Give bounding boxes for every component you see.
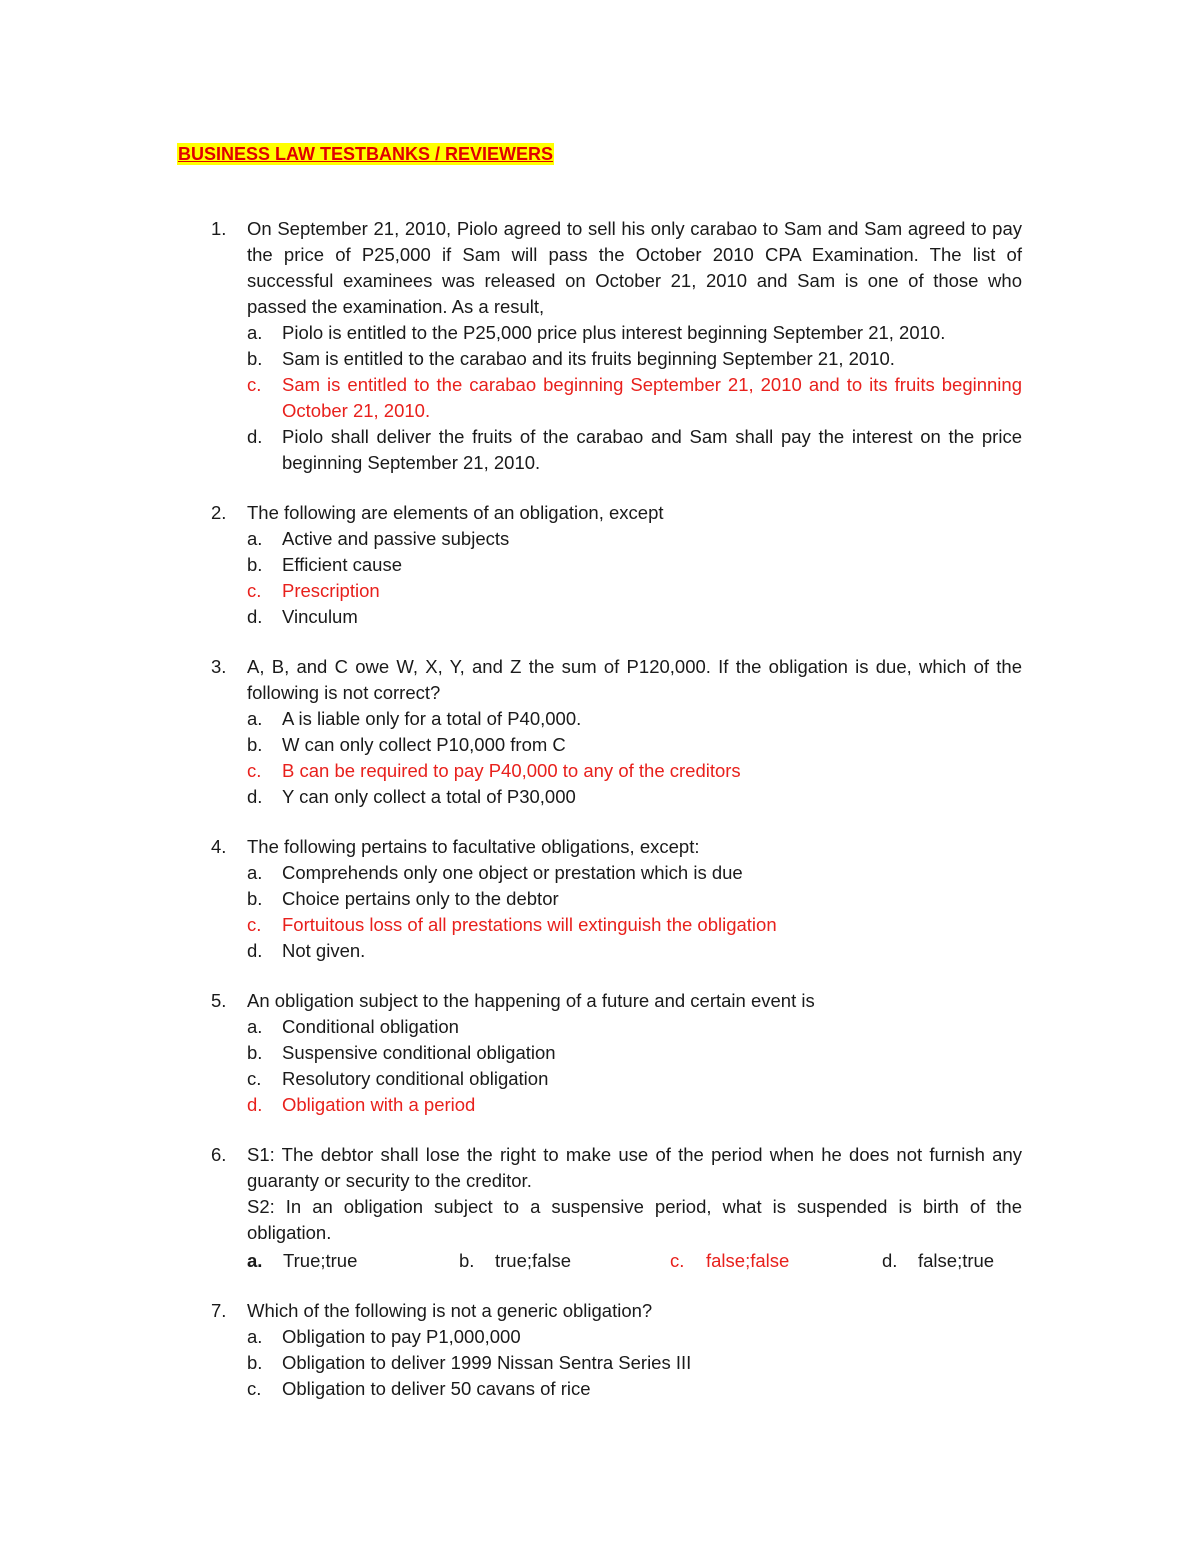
option-letter: c.: [247, 760, 262, 781]
option-text: Obligation with a period: [282, 1094, 476, 1115]
option-text: A is liable only for a total of P40,000.: [282, 708, 582, 729]
option-text: Y can only collect a total of P30,000: [282, 786, 576, 807]
option-letter: a.: [247, 708, 263, 729]
option-a: [0, 860, 1200, 886]
option-text: Obligation to deliver 1999 Nissan Sentra Series III: [282, 1352, 692, 1373]
option-letter: d.: [247, 940, 263, 961]
option-text: true;false: [495, 1250, 572, 1271]
option-a: [0, 1324, 1200, 1350]
option-b: [459, 1248, 571, 1274]
option-a: [0, 526, 1200, 552]
option-list: [0, 706, 1200, 810]
option-c-correct-answer: [0, 912, 1200, 938]
option-letter: a.: [247, 528, 263, 549]
question-5: [0, 988, 1200, 1118]
option-c-correct-answer: [0, 758, 1200, 784]
statement-s2: S2: In an obligation subject to a suspensive period, what is suspended is birth of the obligation.: [247, 1196, 1022, 1243]
question-number: 4.: [211, 836, 227, 857]
option-text: Efficient cause: [282, 554, 402, 575]
option-letter: a.: [247, 1250, 263, 1271]
option-letter: c.: [247, 374, 262, 395]
page-title: BUSINESS LAW TESTBANKS / REVIEWERS: [178, 144, 554, 164]
option-text: Sam is entitled to the carabao beginning September 21, 2010 and to its fruits beginning October 21, 2010.: [282, 374, 1022, 421]
option-text: Piolo is entitled to the P25,000 price plus interest beginning September 21, 2010.: [282, 322, 946, 343]
option-c: [0, 1376, 1200, 1402]
option-text: Obligation to pay P1,000,000: [282, 1326, 521, 1347]
option-list: [0, 1014, 1200, 1118]
option-d: [882, 1248, 994, 1274]
option-text: Conditional obligation: [282, 1016, 459, 1037]
option-letter: a.: [247, 1016, 263, 1037]
option-text: false;false: [706, 1250, 790, 1271]
option-letter: a.: [247, 1326, 263, 1347]
option-b: [0, 732, 1200, 758]
option-text: Fortuitous loss of all prestations will extinguish the obligation: [282, 914, 777, 935]
option-c-correct-answer: [0, 372, 1200, 424]
option-text: W can only collect P10,000 from C: [282, 734, 566, 755]
question-3: [0, 654, 1200, 810]
option-d: [0, 938, 1200, 964]
question-number: 5.: [211, 990, 227, 1011]
option-letter: b.: [247, 734, 263, 755]
option-text: Obligation to deliver 50 cavans of rice: [282, 1378, 591, 1399]
option-letter: b.: [247, 1042, 263, 1063]
option-d: [0, 424, 1200, 476]
option-text: Choice pertains only to the debtor: [282, 888, 559, 909]
question-number: 2.: [211, 502, 227, 523]
question-1: [0, 216, 1200, 476]
option-letter: d.: [247, 426, 263, 447]
question-text: On September 21, 2010, Piolo agreed to sell his only carabao to Sam and Sam agreed to pay the price of P25,000 if Sam will pass the October 2010 CPA Examination. The list of successful examinees was released on October 21, 2010 and Sam is one of those who passed the examination. As a result,: [247, 218, 1022, 317]
option-letter: b.: [247, 1352, 263, 1373]
option-b: [0, 346, 1200, 372]
option-letter: a.: [247, 322, 263, 343]
question-6: [0, 1142, 1200, 1274]
question-text: A, B, and C owe W, X, Y, and Z the sum of P120,000. If the obligation is due, which of the following is not correct?: [247, 656, 1022, 703]
option-letter: d.: [247, 786, 263, 807]
option-letter: c.: [247, 914, 262, 935]
option-text: Piolo shall deliver the fruits of the carabao and Sam shall pay the interest on the price beginning September 21, 2010.: [282, 426, 1022, 473]
option-d-correct-answer: [0, 1092, 1200, 1118]
option-letter: d.: [247, 606, 263, 627]
question-text: Which of the following is not a generic obligation?: [247, 1300, 653, 1321]
option-text: Sam is entitled to the carabao and its fruits beginning September 21, 2010.: [282, 348, 895, 369]
question-list: [0, 216, 1200, 1426]
option-d: [0, 604, 1200, 630]
option-list: [0, 1324, 1200, 1402]
option-letter: c.: [247, 580, 262, 601]
option-list: [0, 526, 1200, 630]
option-a: [0, 1014, 1200, 1040]
option-letter: d.: [882, 1250, 898, 1271]
option-b: [0, 552, 1200, 578]
option-letter: b.: [247, 348, 263, 369]
option-b: [0, 1040, 1200, 1066]
option-text: false;true: [918, 1250, 995, 1271]
question-number: 6.: [211, 1144, 227, 1165]
question-text: The following are elements of an obligation, except: [247, 502, 664, 523]
option-d: [0, 784, 1200, 810]
option-text: Suspensive conditional obligation: [282, 1042, 556, 1063]
question-number: 3.: [211, 656, 227, 677]
option-letter: b.: [247, 554, 263, 575]
option-a: [247, 1248, 357, 1274]
option-letter: c.: [247, 1378, 262, 1399]
option-list: [0, 320, 1200, 476]
option-text: True;true: [283, 1250, 358, 1271]
option-c: [0, 1066, 1200, 1092]
option-b: [0, 1350, 1200, 1376]
option-letter: d.: [247, 1094, 263, 1115]
question-7: [0, 1298, 1200, 1402]
question-text: An obligation subject to the happening of a future and certain event is: [247, 990, 815, 1011]
question-number: 1.: [211, 218, 227, 239]
option-text: Vinculum: [282, 606, 358, 627]
option-letter: a.: [247, 862, 263, 883]
option-b: [0, 886, 1200, 912]
question-4: [0, 834, 1200, 964]
option-letter: b.: [247, 888, 263, 909]
option-c-correct-answer: [670, 1248, 789, 1274]
question-text: The following pertains to facultative obligations, except:: [247, 836, 700, 857]
option-letter: c.: [247, 1068, 262, 1089]
option-text: Not given.: [282, 940, 366, 961]
option-a: [0, 320, 1200, 346]
option-c-correct-answer: [0, 578, 1200, 604]
option-text: B can be required to pay P40,000 to any of the creditors: [282, 760, 741, 781]
option-row: [0, 1248, 1200, 1274]
question-number: 7.: [211, 1300, 227, 1321]
question-2: [0, 500, 1200, 630]
option-letter: c.: [670, 1250, 685, 1271]
option-a: [0, 706, 1200, 732]
option-text: Active and passive subjects: [282, 528, 510, 549]
statement-s1: S1: The debtor shall lose the right to make use of the period when he does not furnish any guaranty or security to the creditor.: [247, 1144, 1022, 1191]
option-letter: b.: [459, 1250, 475, 1271]
option-list: [0, 860, 1200, 964]
option-text: Prescription: [282, 580, 380, 601]
option-text: Resolutory conditional obligation: [282, 1068, 549, 1089]
option-text: Comprehends only one object or prestation which is due: [282, 862, 743, 883]
